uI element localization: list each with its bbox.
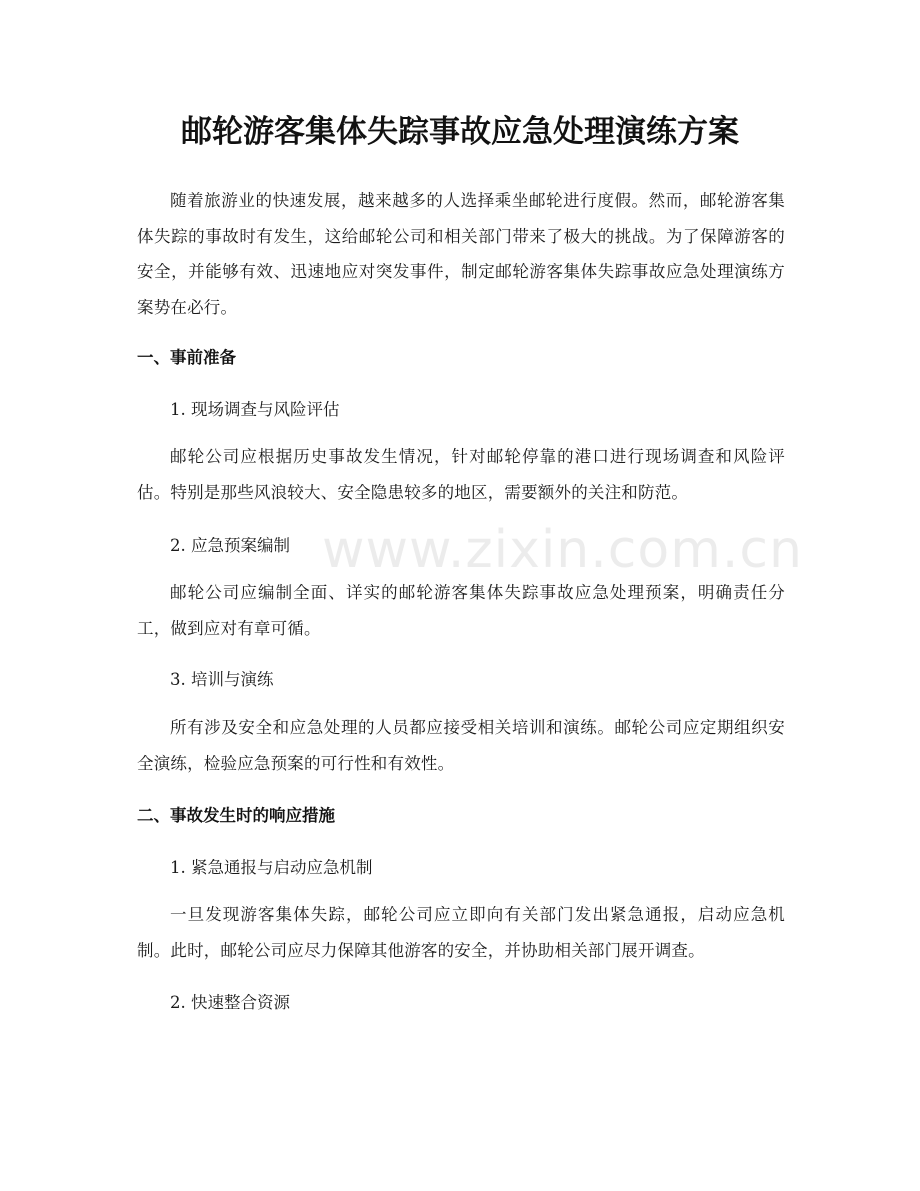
section-2-item-1-title: 1. 紧急通报与启动应急机制: [170, 858, 373, 877]
section-1-item-3-text: 所有涉及安全和应急处理的人员都应接受相关培训和演练。邮轮公司应定期组织安全演练，检验应急预案的可行性和有效性。: [137, 718, 785, 773]
section-1-item-3-title: 3. 培训与演练: [170, 670, 274, 689]
document-title: 邮轮游客集体失踪事故应急处理演练方案: [181, 114, 739, 150]
section-1-item-2-text: 邮轮公司应编制全面、详实的邮轮游客集体失踪事故应急处理预案，明确责任分工，做到应对有章可循。: [137, 583, 785, 638]
watermark: www.zixin.com.cn: [322, 520, 803, 580]
section-1-item-2-title: 2. 应急预案编制: [170, 536, 290, 555]
section-2-item-1-text: 一旦发现游客集体失踪，邮轮公司应立即向有关部门发出紧急通报，启动应急机制。此时，邮轮公司应尽力保障其他游客的安全，并协助相关部门展开调查。: [137, 905, 785, 960]
section-1-heading: 一、事前准备: [137, 348, 236, 367]
section-2-item-2-title: 2. 快速整合资源: [170, 993, 290, 1012]
section-1-item-1-text: 邮轮公司应根据历史事故发生情况，针对邮轮停靠的港口进行现场调查和风险评估。特别是那些风浪较大、安全隐患较多的地区，需要额外的关注和防范。: [137, 447, 785, 502]
intro-paragraph: 随着旅游业的快速发展，越来越多的人选择乘坐邮轮进行度假。然而，邮轮游客集体失踪的事故时有发生，这给邮轮公司和相关部门带来了极大的挑战。为了保障游客的安全，并能够有效、迅速地应对突发事件，制定邮轮游客集体失踪事故应急处理演练方案势在必行。: [137, 191, 785, 317]
section-1-item-1-title: 1. 现场调查与风险评估: [170, 400, 340, 419]
section-2-heading: 二、事故发生时的响应措施: [137, 806, 335, 825]
